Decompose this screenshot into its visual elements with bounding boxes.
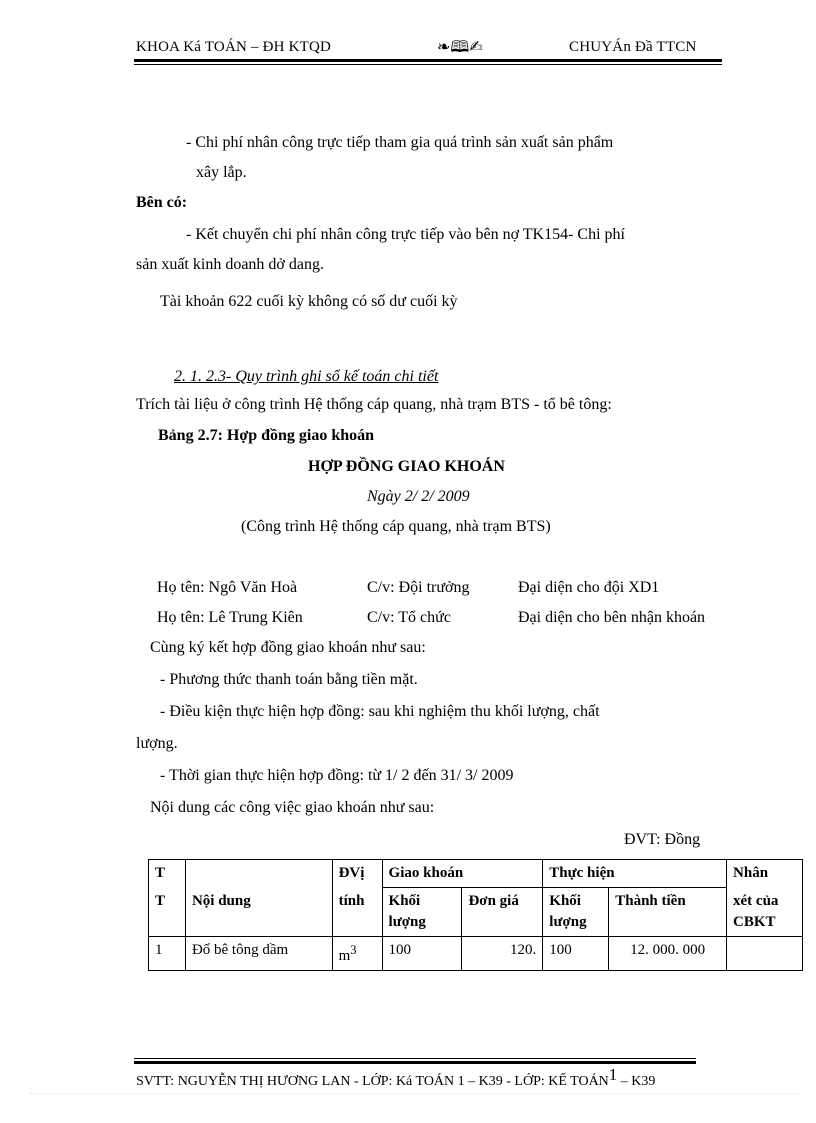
- paragraph-2-line-2: sản xuất kinh doanh dở dang.: [136, 256, 324, 273]
- header-rule-thick: [134, 59, 722, 62]
- doc-title: HỢP ĐỒNG GIAO KHOÁN: [308, 458, 505, 475]
- header-khoi-gk: Khối: [388, 893, 421, 909]
- unit-label: ĐVT: Đồng: [624, 831, 701, 848]
- party-2-rep: Đại diện cho bên nhận khoán: [518, 609, 706, 626]
- page-bottom-dotted-line: [30, 1093, 800, 1094]
- content-intro: Nội dung các công việc giao khoán như sau:: [150, 799, 435, 816]
- table-header-row-2: [149, 888, 803, 937]
- header-right-text: CHUYÁn Đầ TTCN: [569, 39, 697, 55]
- cell-thanh-tien: 12. 000. 000: [609, 937, 727, 971]
- footer-rule-thick: [134, 1061, 696, 1064]
- header-noidung: Nội dung: [185, 888, 332, 937]
- cell-dvi: [332, 937, 382, 971]
- intro-text: Trích tài liệu ở công trình Hệ thống cáp quang, nhà trạm BTS - tổ bê tông:: [136, 396, 612, 413]
- header-thanh-tien: Thành tiền: [609, 888, 727, 937]
- header-luong-gk: lượng: [388, 914, 426, 930]
- header-khoi-th: Khối: [549, 893, 581, 909]
- doc-subtitle: (Công trình Hệ thống cáp quang, nhà trạm BTS): [241, 518, 551, 535]
- header-noidung-top: [185, 860, 332, 888]
- paragraph-3: Tài khoản 622 cuối kỳ không có số dư cuối kỳ: [160, 293, 458, 310]
- term-2-line-2: lượng.: [136, 735, 178, 752]
- header-nhan-xet-top: Nhân: [727, 860, 803, 888]
- ben-co-heading: Bên có:: [136, 194, 188, 211]
- term-2-line-1: - Điều kiện thực hiện hợp đồng: sau khi nghiệm thu khối lượng, chất: [160, 703, 600, 720]
- party-2-role: C/v: Tổ chức: [367, 609, 451, 626]
- header-thuc-hien: Thực hiện: [543, 860, 727, 888]
- header-tt-bottom: T: [149, 888, 186, 937]
- header-dvi-bottom: tính: [332, 888, 382, 937]
- party-1-rep: Đại diện cho đội XD1: [518, 579, 660, 596]
- header-giao-khoan: Giao khoán: [382, 860, 543, 888]
- party-1-name: Họ tên: Ngô Văn Hoà: [157, 579, 298, 596]
- table-row: [149, 937, 803, 971]
- cell-dvi-unit: m: [338, 948, 351, 964]
- header-left-text: KHOA Ká TOÁN – ĐH KTQD: [136, 39, 332, 55]
- paragraph-2-line-1: - Kết chuyển chi phí nhân công trực tiếp vào bên nợ TK154- Chi phí: [186, 226, 625, 243]
- doc-date: Ngày 2/ 2/ 2009: [367, 488, 470, 505]
- page-number: 1: [608, 1065, 618, 1084]
- footer-text: [136, 1065, 656, 1090]
- header-dvi-top: ĐVị: [332, 860, 382, 888]
- header-nhan-xet-3: CBKT: [733, 913, 776, 930]
- footer-tail: – K39: [617, 1074, 656, 1089]
- table-caption: Bảng 2.7: Hợp đồng giao khoán: [158, 427, 375, 444]
- header-nhan-xet-2: xét của: [733, 892, 779, 909]
- cell-don-gia: 120.: [462, 937, 543, 971]
- header-rule-thin: [134, 64, 722, 65]
- header-ornament-icon: ❧🕮✍: [437, 37, 483, 56]
- cell-noidung: Đổ bê tông dầm: [185, 937, 332, 971]
- paragraph-1-line-1: - Chi phí nhân công trực tiếp tham gia quá trình sản xuất sản phẩm: [186, 134, 614, 151]
- paragraph-1-line-2: xây lắp.: [196, 164, 247, 181]
- cell-dvi-sup: 3: [350, 943, 357, 957]
- term-3: - Thời gian thực hiện hợp đồng: từ 1/ 2 đến 31/ 3/ 2009: [160, 767, 514, 784]
- section-heading: 2. 1. 2.3- Quy trình ghi sổ kế toán chi tiết: [174, 368, 439, 385]
- header-tt-top: T: [149, 860, 186, 888]
- table-header-row-1: [149, 860, 803, 888]
- header-khoi-luong-th: [543, 888, 609, 937]
- cell-gk-khoi-luong: 100: [382, 937, 462, 971]
- header-don-gia: Đơn giá: [462, 888, 543, 937]
- party-2-name: Họ tên: Lê Trung Kiên: [157, 609, 303, 626]
- footer-main: SVTT: NGUYỄN THỊ HƯƠNG LAN - LỚP: Ká TOÁN 1 – K39 - LỚP: KẾ TOÁN: [136, 1074, 609, 1089]
- cell-nhan-xet: [727, 937, 803, 971]
- footer-rule-thin: [134, 1058, 696, 1059]
- header-luong-th: lượng: [549, 914, 587, 930]
- agreement-line: Cùng ký kết hợp đồng giao khoán như sau:: [150, 639, 426, 656]
- cell-tt: 1: [149, 937, 186, 971]
- header-nhan-xet-bottom: [727, 888, 803, 937]
- header-khoi-luong-gk: [382, 888, 462, 937]
- cell-th-khoi-luong: 100: [543, 937, 609, 971]
- party-1-role: C/v: Đội trưởng: [367, 579, 470, 596]
- contract-table: [148, 859, 803, 971]
- term-1: - Phương thức thanh toán bằng tiền mặt.: [160, 671, 418, 688]
